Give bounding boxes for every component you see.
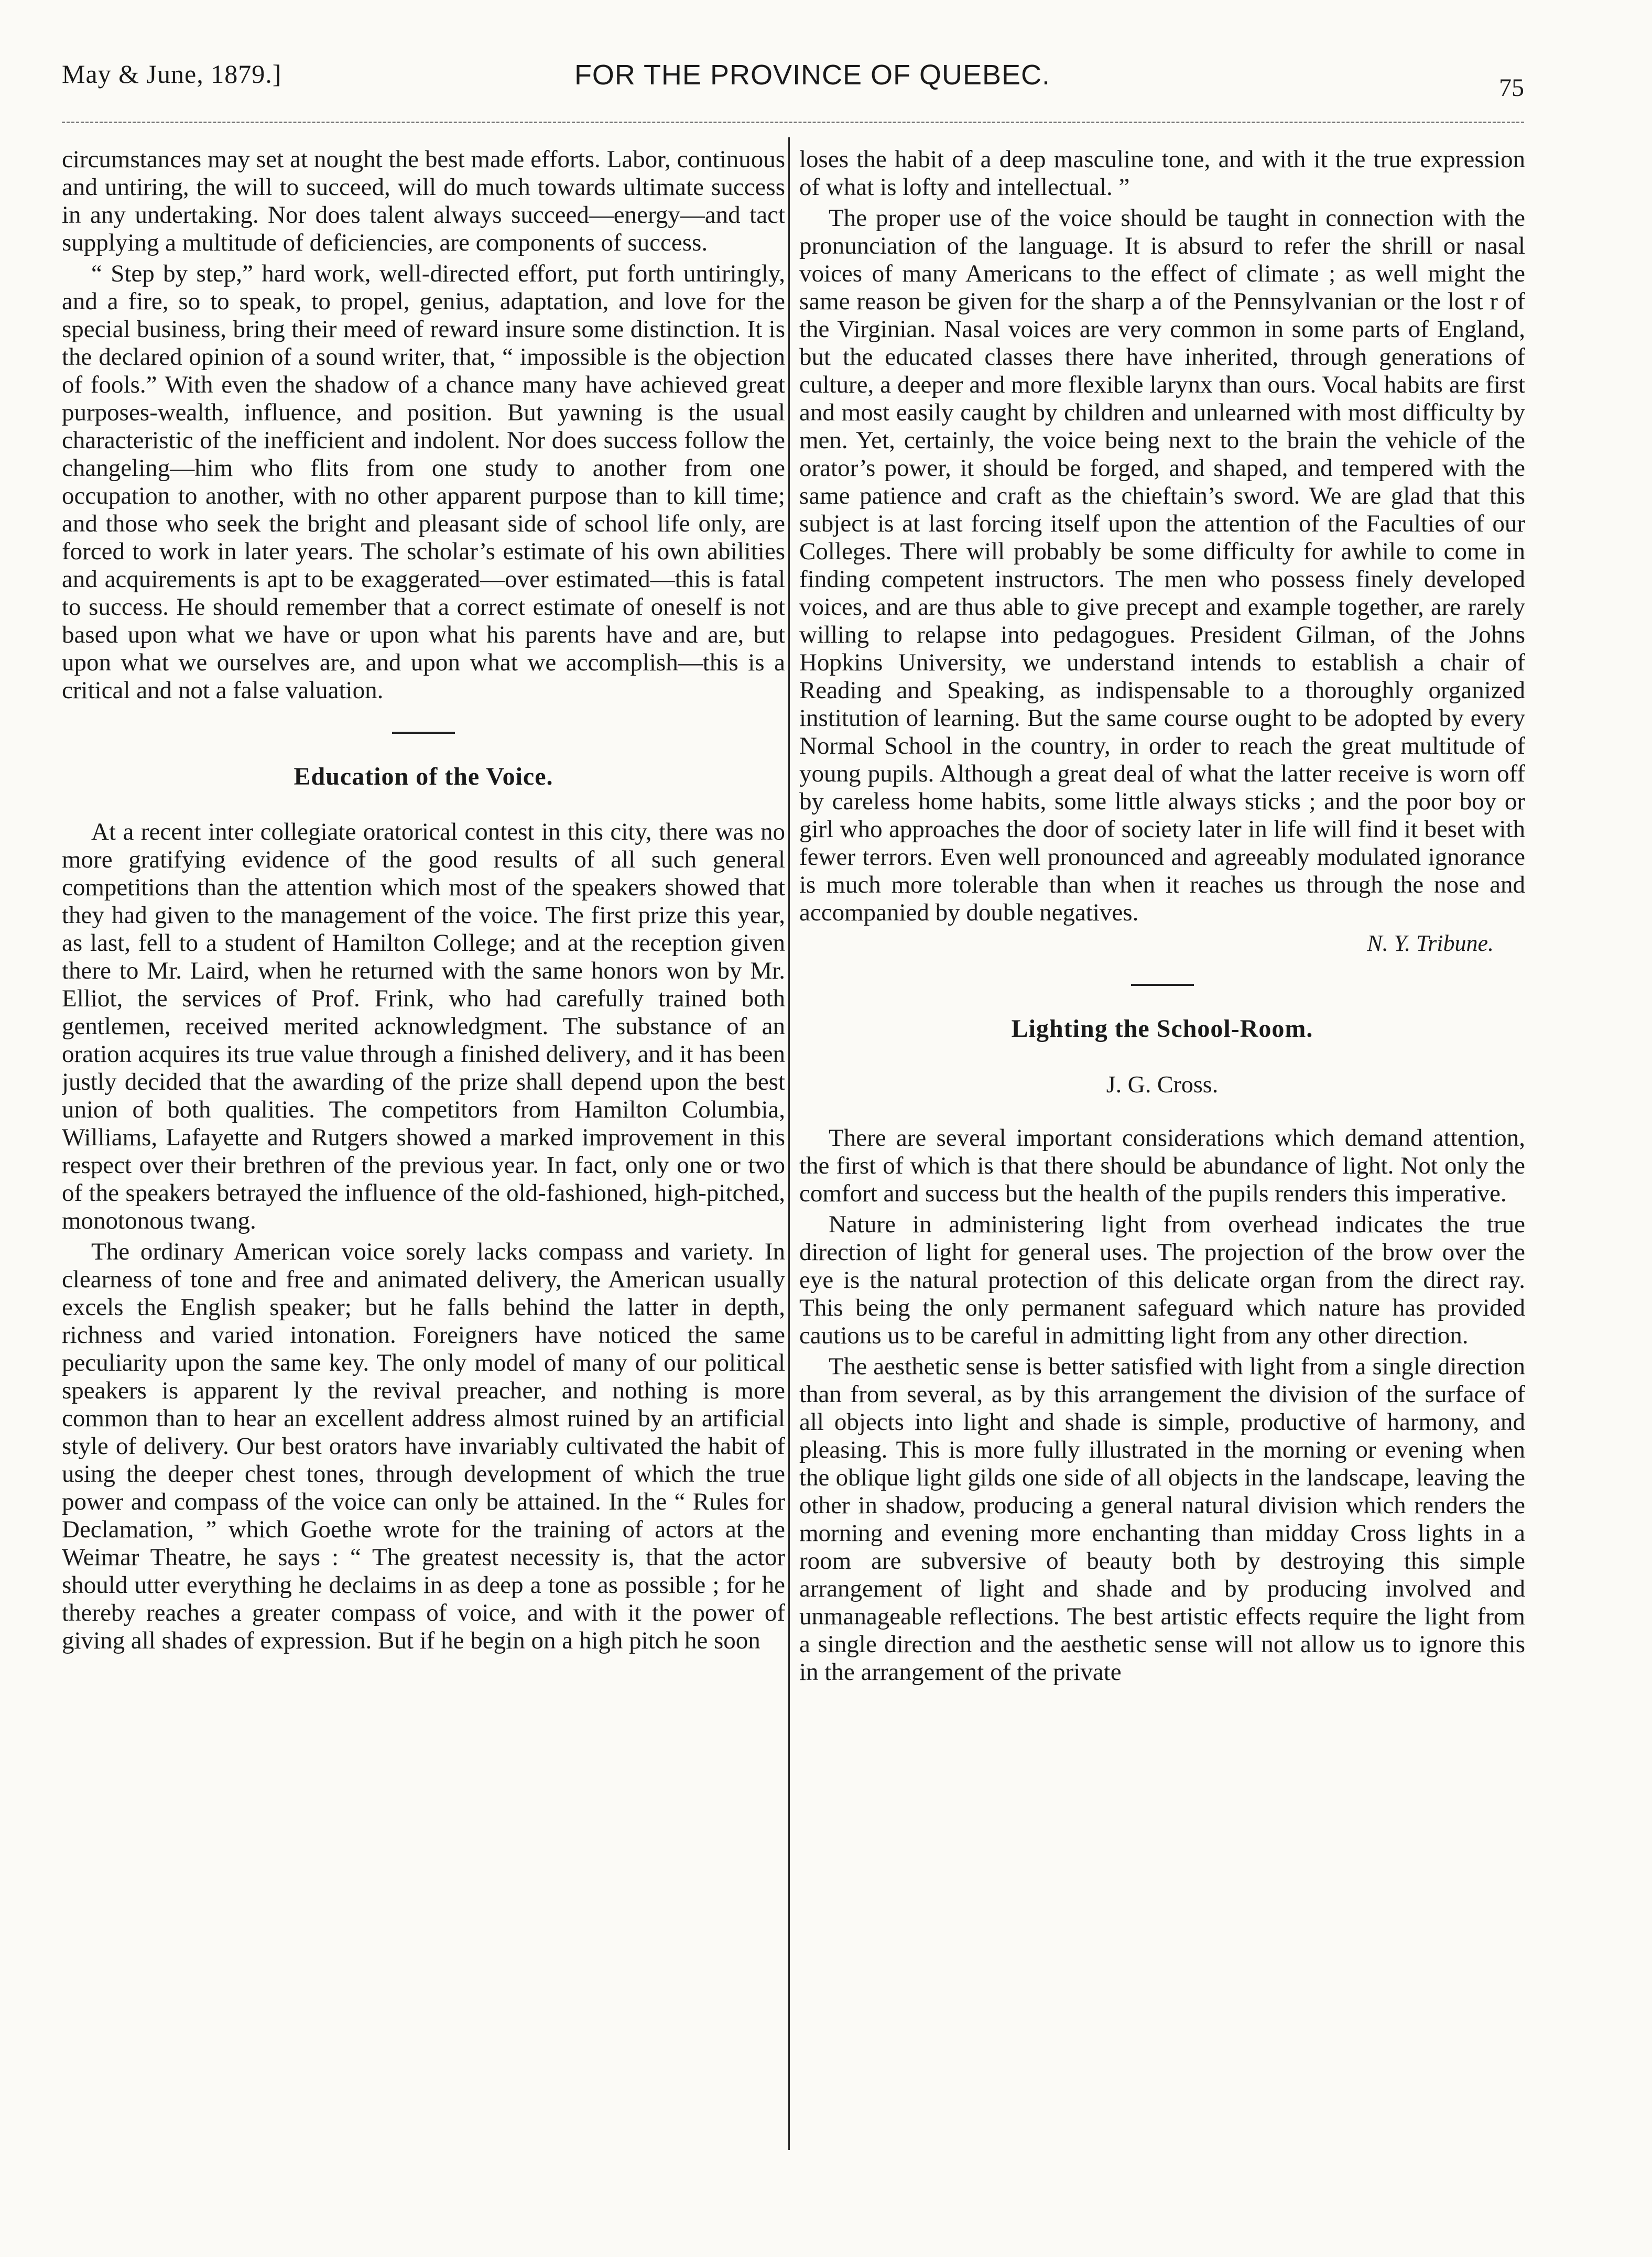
column-divider	[788, 137, 790, 2150]
issue-date: May & June, 1879.]	[62, 59, 282, 89]
running-title: FOR THE PROVINCE OF QUEBEC.	[574, 59, 1051, 91]
article-text: “ Step by step,” hard work, well-directed effort, put forth untiringly, and a fire, so to speak, to propel, genius, adaptation, and love for the special business, bring their meed of reward insure some distinction. It is the declared opinion of a sound writer, that, “ impossible is the objection of fools.” With even the shadow of a chance many have achieved great purposes-wealth, influence, and position. But yawning is the usual characteristic of the inefficient and indolent. Nor does success follow the changeling—him who flits from one study to another from one occupation to another, with no other apparent purpose than to kill time; and those who seek the bright and pleasant side of school life only, are forced to work in later years. The scholar’s estimate of his own abilities and acquirements is apt to be exaggerated—over estimated—this is fatal to success. He should remember that a correct estimate of oneself is not based upon what we have or upon what his parents have and are, but upon what we ourselves are, and upon what we accomplish—this is a critical and not a false valuation.	[62, 260, 785, 704]
header-rule	[62, 122, 1524, 123]
article-text: The ordinary American voice sorely lacks compass and variety. In clearness of tone and free and animated delivery, the American usually excels the English speaker; but he falls behind the latter in depth, richness and varied intonation. Foreigners have noticed the same peculiarity upon the same key. The only model of many of our political speakers is apparent ly the revival preacher, and nothing is more common than to hear an excellent address almost ruined by an artificial style of delivery. Our best orators have invariably cultivated the habit of using the deeper chest tones, through development of which the true power and compass of the voice can only be attained. In the “ Rules for Declamation, ” which Goethe wrote for the training of actors at the Weimar Theatre, he says : “ The greatest necessity is, that the actor should utter everything he declaims in as deep a tone as possible ; for he thereby reaches a greater compass of voice, and with it the power of giving all shades of expression. But if he begin on a high pitch he soon	[62, 1238, 785, 1654]
article-text: At a recent inter collegiate oratorical contest in this city, there was no more gratifying evidence of the good results of all such general competitions than the attention which most of the speakers showed that they had given to the management of the voice. The first prize this year, as last, fell to a student of Hamilton College; and at the reception given there to Mr. Laird, when he returned with the same honors won by Mr. Elliot, the services of Prof. Frink, who had carefully trained both gentlemen, received merited acknowledgment. The substance of an oration acquires its true value through a finished delivery, and it has been justly decided that the awarding of the prize shall depend upon the best union of both qualities. The competitors from Hamilton Columbia, Williams, Lafayette and Rutgers showed a marked improvement in this respect over their brethren of the previous year. In fact, only one or two of the speakers betrayed the influence of the old-fashioned, high-pitched, monotonous twang.	[62, 818, 785, 1234]
right-column	[799, 146, 1525, 2148]
section-title-lighting: Lighting the School-Room.	[1011, 1015, 1313, 1043]
article-text: The proper use of the voice should be taught in connection with the pronunciation of the language. It is absurd to refer the shrill or nasal voices of many Americans to the effect of climate ; as well might the same reason be given for the sharp a of the Pennsylvanian or the lost r of the Virginian. Nasal voices are very common in some parts of England, but the educated classes there have inherited, through generations of culture, a deeper and more flexible larynx than ours. Vocal habits are first and most easily caught by children and unlearned with most difficulty by men. Yet, certainly, the voice being next to the brain the vehicle of the orator’s power, it should be forged, and shaped, and tempered with the same patience and craft as the chieftain’s sword. We are glad that this subject is at last forcing itself upon the attention of the Faculties of our Colleges. There will probably be some difficulty for awhile to come in finding competent instructors. The men who possess finely developed voices, and are thus able to give precept and example together, are rarely willing to relapse into pedagogues. President Gilman, of the Johns Hopkins University, we understand intends to establish a chair of Reading and Speaking, as indispensable to a thoroughly organized institution of learning. But the same course ought to be adopted by every Normal School in the country, in order to reach the great multitude of young pupils. Although a great deal of what the latter receive is worn off by careless home habits, some little always sticks ; and the poor boy or girl who approaches the door of society later in life will find it beset with fewer terrors. Even well pronounced and agreeably modulated ignorance is much more tolerable than when it reaches us through the nose and accompanied by double negatives.	[799, 204, 1525, 926]
article-text: circumstances may set at nought the best made efforts. Labor, continuous and untiring, the will to succeed, will do much towards ultimate success in any undertaking. Nor does talent always succeed—energy—and tact supplying a multitude of deficiencies, are components of success.	[62, 146, 785, 256]
section-title-voice: Education of the Voice.	[294, 763, 553, 790]
left-column	[62, 146, 785, 2148]
article-text: loses the habit of a deep masculine tone, and with it the true expression of what is lofty and intellectual. ”	[799, 146, 1525, 201]
page-number: 75	[1499, 74, 1524, 102]
section-rule	[1131, 984, 1194, 986]
article-text: The aesthetic sense is better satisfied with light from a single direction than from several, as by this arrangement the division of the surface of all objects into light and shade is simple, productive of harmony, and pleasing. This is more fully illustrated in the morning or evening when the oblique light gilds one side of all objects in the landscape, leaving the other in shadow, producing a general natural division which renders the morning and evening more enchanting than midday Cross lights in a room are subversive of beauty both by destroying this simple arrangement of light and shade and by producing involved and unmanageable reflections. The best artistic effects require the light from a single direction and the aesthetic sense will not allow us to ignore this in the arrangement of the private	[799, 1353, 1525, 1686]
article-text: Nature in administering light from overhead indicates the true direction of light for general uses. The projection of the brow over the eye is the natural protection of this delicate organ from the direct ray. This being the only permanent safeguard which nature has provided cautions us to be careful in admitting light from any other direction.	[799, 1211, 1525, 1349]
source-credit: N. Y. Tribune.	[1367, 930, 1494, 956]
article-text: There are several important considerations which demand attention, the first of which is that there should be abundance of light. Not only the comfort and success but the health of the pupils renders this imperative.	[799, 1124, 1525, 1207]
section-rule	[392, 732, 455, 734]
author-byline: J. G. Cross.	[1106, 1071, 1219, 1098]
